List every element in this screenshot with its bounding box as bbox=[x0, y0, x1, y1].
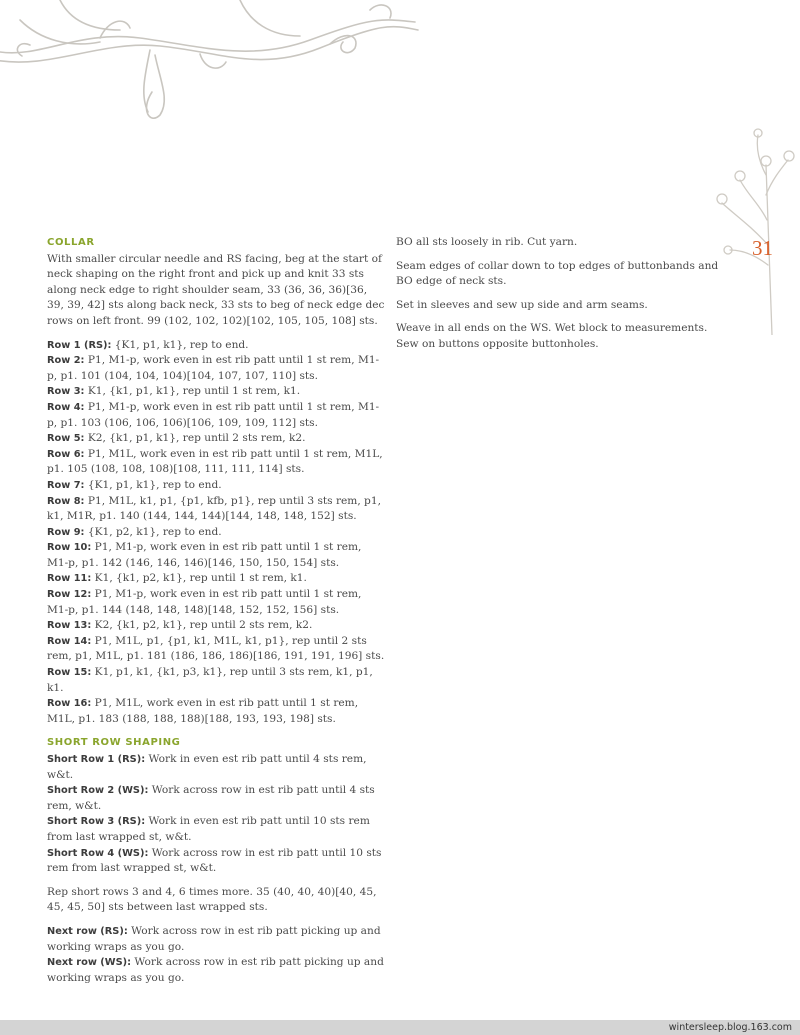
collar-row-label: Row 11: bbox=[47, 573, 92, 585]
finishing-paragraph: Weave in all ends on the WS. Wet block to measurements. Sew on buttons opposite buttonholes. bbox=[396, 322, 708, 350]
collar-row-label: Row 3: bbox=[47, 386, 85, 398]
next-row-label: Next row (RS): bbox=[47, 925, 128, 937]
short-row-text: Work across row in est rib patt until 10 sts rem from last wrapped st, w&t. bbox=[47, 846, 382, 875]
collar-row-text: {K1, p1, k1}, rep to end. bbox=[111, 338, 249, 351]
short-row-heading: SHORT ROW SHAPING bbox=[47, 737, 181, 749]
short-row-text: Work across row in est rib patt until 4 sts rem, w&t. bbox=[47, 784, 375, 812]
next-row bbox=[47, 924, 385, 955]
collar-row-label: Row 5: bbox=[47, 433, 85, 445]
short-row-label: Short Row 2 (WS): bbox=[47, 785, 149, 797]
collar-row bbox=[47, 665, 385, 696]
vine-ornament-icon bbox=[0, 0, 420, 150]
collar-row bbox=[47, 540, 385, 571]
page-number: 31 bbox=[752, 236, 773, 260]
collar-row-text: K1, {k1, p1, k1}, rep until 1 st rem, k1. bbox=[84, 385, 301, 398]
collar-row-label: Row 2: bbox=[47, 355, 85, 367]
collar-row-label: Row 14: bbox=[47, 635, 92, 647]
short-row-label: Short Row 4 (WS): bbox=[47, 847, 149, 859]
collar-row-text: K2, {k1, p2, k1}, rep until 2 sts rem, k2. bbox=[91, 619, 313, 632]
short-row bbox=[47, 846, 385, 877]
collar-row-label: Row 4: bbox=[47, 401, 85, 413]
collar-row bbox=[47, 338, 385, 354]
collar-row-label: Row 10: bbox=[47, 542, 92, 554]
collar-row bbox=[47, 696, 385, 727]
short-row bbox=[47, 783, 385, 814]
next-row-text: Work across row in est rib patt picking up and working wraps as you go. bbox=[47, 956, 384, 984]
collar-row-text: P1, M1-p, work even in est rib patt until 1 st rem, M1-p, p1. 144 (148, 148, 148)[148, 152, 152, 156] sts. bbox=[47, 588, 362, 616]
short-row-list bbox=[47, 752, 385, 877]
collar-row-text: K1, {k1, p2, k1}, rep until 1 st rem, k1. bbox=[91, 572, 307, 585]
finishing-paragraph: BO all sts loosely in rib. Cut yarn. bbox=[396, 236, 578, 248]
collar-row bbox=[47, 400, 385, 431]
short-row bbox=[47, 814, 385, 845]
collar-heading: COLLAR bbox=[47, 237, 95, 248]
collar-row-label: Row 7: bbox=[47, 479, 85, 491]
collar-row-label: Row 16: bbox=[47, 698, 92, 710]
right-column bbox=[396, 235, 726, 361]
collar-row-list bbox=[47, 338, 385, 728]
collar-intro: With smaller circular needle and RS facing, beg at the start of neck shaping on the right front and pick up and knit 33 sts along neck edge to right shoulder seam, 33 (36, 36, 36)[36, 39, 39, 42] sts along back neck, 33 sts to beg of neck edge dec rows on left front. 99 (102, 102, 102)[102, 105, 105, 108] sts. bbox=[47, 252, 385, 327]
collar-row-text: P1, M1-p, work even in est rib patt until 1 st rem, M1-p, p1. 103 (106, 106, 106)[106, 109, 109, 112] sts. bbox=[47, 400, 380, 429]
collar-row-text: P1, M1L, k1, p1, {p1, kfb, p1}, rep until 3 sts rem, p1, k1, M1R, p1. 140 (144, 144, 144)[144, 148, 148, 152] sts. bbox=[47, 494, 381, 523]
collar-row-text: K1, p1, k1, {k1, p3, k1}, rep until 3 sts rem, k1, p1, k1. bbox=[47, 666, 373, 694]
short-row-label: Short Row 3 (RS): bbox=[47, 816, 146, 828]
collar-row bbox=[47, 634, 385, 665]
collar-row bbox=[47, 478, 385, 494]
collar-row-text: {K1, p2, k1}, rep to end. bbox=[84, 525, 222, 538]
next-row bbox=[47, 955, 385, 986]
short-row-repeat-note: Rep short rows 3 and 4, 6 times more. 35 (40, 40, 40)[40, 45, 45, 45, 50] sts between last wrapped sts. bbox=[47, 885, 377, 914]
short-row-label: Short Row 1 (RS): bbox=[47, 754, 146, 765]
collar-row bbox=[47, 587, 385, 618]
left-column bbox=[47, 235, 385, 994]
collar-row-text: P1, M1-p, work even in est rib patt until 1 st rem, M1-p, p1. 142 (146, 146, 146)[146, 150, 150, 154] sts. bbox=[47, 541, 362, 569]
next-row-text: Work across row in est rib patt picking up and working wraps as you go. bbox=[47, 924, 381, 953]
short-row bbox=[47, 752, 385, 783]
collar-row-label: Row 6: bbox=[47, 448, 85, 460]
collar-row-text: P1, M1-p, work even in est rib patt until 1 st rem, M1-p, p1. 101 (104, 104, 104)[104, 107, 107, 110] sts. bbox=[47, 354, 380, 382]
collar-row bbox=[47, 525, 385, 541]
finishing-paragraph: Seam edges of collar down to top edges of buttonbands and BO edge of neck sts. bbox=[396, 259, 719, 288]
collar-row bbox=[47, 384, 385, 400]
next-row-list bbox=[47, 924, 385, 986]
collar-row-label: Row 9: bbox=[47, 526, 85, 538]
collar-row-label: Row 12: bbox=[47, 589, 92, 601]
collar-row-label: Row 15: bbox=[47, 667, 92, 679]
collar-row bbox=[47, 494, 385, 525]
watermark: wintersleep.blog.163.com bbox=[668, 1022, 792, 1033]
short-row-text: Work in even est rib patt until 4 sts rem, w&t. bbox=[47, 753, 367, 781]
collar-row bbox=[47, 618, 385, 634]
collar-row-text: P1, M1L, work even in est rib patt until 1 st rem, M1L, p1. 183 (188, 188, 188)[188, 193, 193, 198] sts. bbox=[47, 697, 359, 725]
collar-row-label: Row 13: bbox=[47, 620, 92, 632]
short-row-text: Work in even est rib patt until 10 sts rem from last wrapped st, w&t. bbox=[47, 815, 370, 843]
collar-row bbox=[47, 447, 385, 478]
collar-row bbox=[47, 571, 385, 587]
finishing-paragraph: Set in sleeves and sew up side and arm seams. bbox=[396, 298, 648, 311]
collar-row bbox=[47, 431, 385, 447]
collar-row-label: Row 1 (RS): bbox=[47, 339, 112, 351]
collar-row-text: {K1, p1, k1}, rep to end. bbox=[84, 478, 222, 491]
collar-row-label: Row 8: bbox=[47, 495, 85, 507]
collar-row-text: P1, M1L, work even in est rib patt until 1 st rem, M1L, p1. 105 (108, 108, 108)[108, 111, 111, 114] sts. bbox=[47, 447, 383, 476]
collar-row-text: P1, M1L, p1, {p1, k1, M1L, k1, p1}, rep until 2 sts rem, p1, M1L, p1. 181 (186, 186, 186)[186, 191, 191, 196] sts. bbox=[47, 634, 385, 663]
collar-row-text: K2, {k1, p1, k1}, rep until 2 sts rem, k2. bbox=[84, 432, 306, 445]
next-row-label: Next row (WS): bbox=[47, 957, 132, 969]
collar-row bbox=[47, 353, 385, 384]
